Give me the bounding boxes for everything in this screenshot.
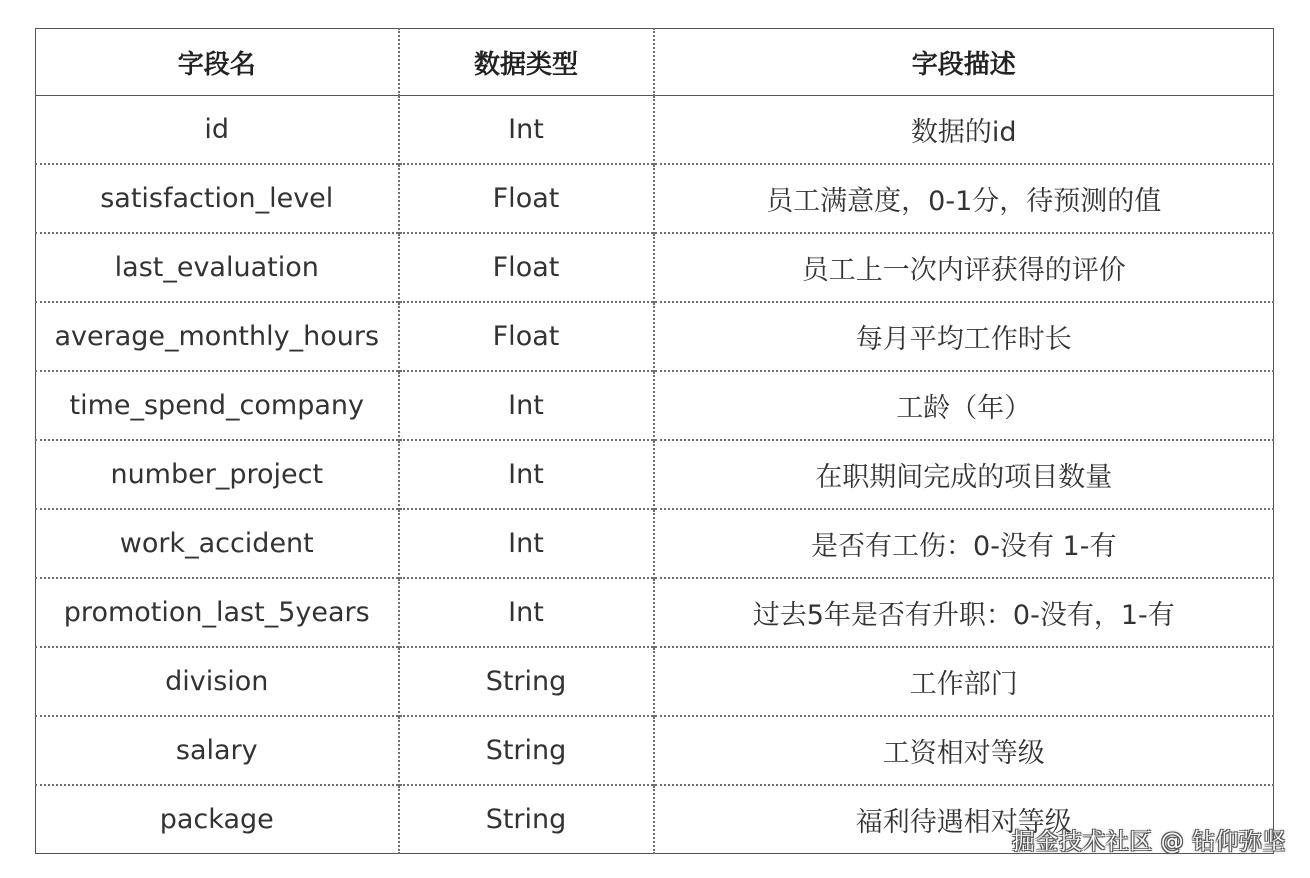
field-name-cell: promotion_last_5years	[36, 578, 399, 647]
field-name-cell: time_spend_company	[36, 371, 399, 440]
table-row	[36, 302, 1274, 371]
column-header-field-name: 字段名	[36, 29, 399, 96]
data-type-cell: Int	[399, 578, 654, 647]
field-name-cell: id	[204, 114, 230, 145]
data-type-cell: String	[399, 716, 654, 785]
data-type-cell: String	[399, 785, 654, 854]
description-cell: 工资相对等级	[654, 716, 1274, 785]
field-name-cell: last_evaluation	[36, 233, 399, 302]
description-cell: 员工上一次内评获得的评价	[654, 233, 1274, 302]
header-row	[36, 29, 1274, 96]
table-row	[36, 578, 1274, 647]
data-type-cell: Int	[399, 371, 654, 440]
table-row	[36, 164, 1274, 233]
table-row	[36, 440, 1274, 509]
description-cell: 每月平均工作时长	[654, 302, 1274, 371]
description-cell: 是否有工伤：0-没有 1-有	[654, 509, 1274, 578]
description-cell: 福利待遇相对等级	[654, 785, 1274, 854]
field-name-cell: package	[36, 785, 399, 854]
table-row	[36, 233, 1274, 302]
field-name-cell: number_project	[36, 440, 399, 509]
field-name-cell: satisfaction_level	[36, 164, 399, 233]
data-type-cell: Int	[399, 440, 654, 509]
data-type-cell: Float	[399, 164, 654, 233]
field-name-cell: work_accident	[36, 509, 399, 578]
description-cell: 员工满意度，0-1分，待预测的值	[654, 164, 1274, 233]
data-type-cell: Int	[399, 509, 654, 578]
table-row	[36, 716, 1274, 785]
table-row	[36, 371, 1274, 440]
column-header-description: 字段描述	[654, 29, 1274, 96]
data-type-cell: Int	[399, 96, 654, 165]
field-table	[35, 28, 1274, 854]
field-name-cell: salary	[36, 716, 399, 785]
data-type-cell: String	[399, 647, 654, 716]
watermark-text: 掘金技术社区 @ 钻仰弥坚	[1011, 829, 1286, 855]
description-cell: 在职期间完成的项目数量	[654, 440, 1274, 509]
table-row	[36, 647, 1274, 716]
column-header-data-type: 数据类型	[399, 29, 654, 96]
table-row	[36, 96, 1274, 165]
data-type-cell: Float	[399, 302, 654, 371]
description-cell: 数据的id	[654, 96, 1274, 165]
description-cell: 工作部门	[654, 647, 1274, 716]
description-cell: 过去5年是否有升职：0-没有，1-有	[654, 578, 1274, 647]
table-row	[36, 509, 1274, 578]
field-name-cell: division	[36, 647, 399, 716]
field-name-cell: average_monthly_hours	[36, 302, 399, 371]
description-cell: 工龄（年）	[654, 371, 1274, 440]
data-type-cell: Float	[399, 233, 654, 302]
